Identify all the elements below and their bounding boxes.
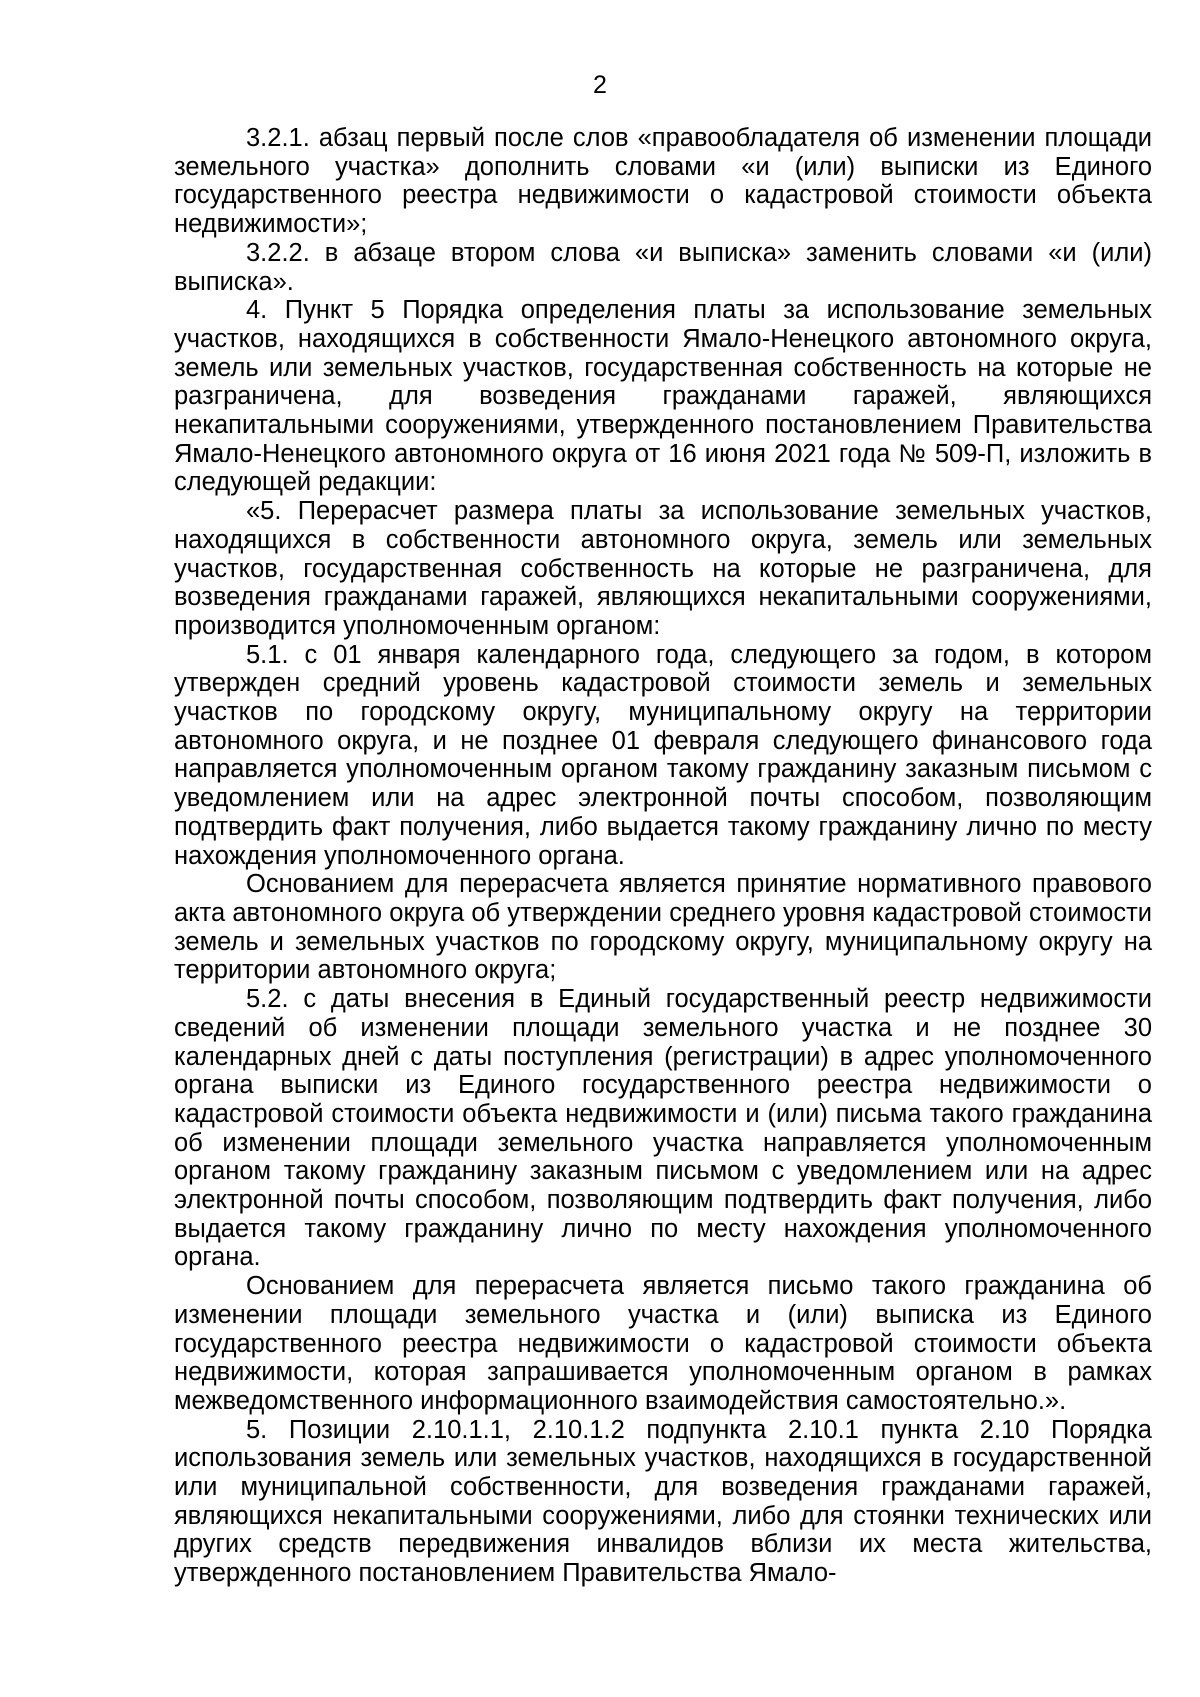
paragraph-5: 5. Позиции 2.10.1.1, 2.10.1.2 подпункта 2.10.1 пункта 2.10 Порядка использования земель или земельных участков, находящихся в государственной или муниципальной собственности, для возведения гражданами гаражей, являющихся некапитальными сооружениями, либо для стоянки технических или других средств передвижения инвалидов вблизи их места жительства, утвержденного постановлением Правительства Ямало- <box>174 1415 1152 1588</box>
page-number: 2 <box>593 71 607 99</box>
paragraph-4: 4. Пункт 5 Порядка определения платы за использование земельных участков, находящихся в собственности Ямало-Ненецкого автономного округа, земель или земельных участков, государственная собственность на которые не разграничена, для возведения гражданами гаражей, являющихся некапитальными сооружениями, утвержденного постановлением Правительства Ямало-Ненецкого автономного округа от 16 июня 2021 года № 509-П, изложить в следующей редакции: <box>174 296 1152 497</box>
paragraph-5-2: 5.2. с даты внесения в Единый государственный реестр недвижимости сведений об изменении площади земельного участка и не позднее 30 календарных дней с даты поступления (регистрации) в адрес уполномоченного органа выписки из Единого государственного реестра недвижимости о кадастровой стоимости объекта недвижимости и (или) письма такого гражданина об изменении площади земельного участка направляется уполномоченным органом такому гражданину заказным письмом с уведомлением или на адрес электронной почты способом, позволяющим подтвердить факт получения, либо выдается такому гражданину лично по месту нахождения уполномоченного органа. <box>174 985 1152 1272</box>
paragraph-3-2-1: 3.2.1. абзац первый после слов «правообладателя об изменении площади земельного участка» дополнить словами «и (или) выписки из Единого государственного реестра недвижимости о кадастровой стоимости объекта недвижимости»; <box>174 124 1152 239</box>
paragraph-5-1: 5.1. с 01 января календарного года, следующего за годом, в котором утвержден средний уровень кадастровой стоимости земель и земельных участков по городскому округу, муниципальному округу на территории автономного округа, и не позднее 01 февраля следующего финансового года направляется уполномоченным органом такому гражданину заказным письмом с уведомлением или на адрес электронной почты способом, позволяющим подтвердить факт получения, либо выдается такому гражданину лично по месту нахождения уполномоченного органа. <box>174 640 1152 870</box>
paragraph-3-2-2: 3.2.2. в абзаце втором слова «и выписка» заменить словами «и (или) выписка». <box>174 238 1152 296</box>
paragraph-5-1-basis: Основанием для перерасчета является принятие нормативного правового акта автономного округа об утверждении среднего уровня кадастровой стоимости земель и земельных участков по городскому округу, муниципальному округу на территории автономного округа; <box>174 870 1152 985</box>
paragraph-5-2-basis: Основанием для перерасчета является письмо такого гражданина об изменении площади земельного участка и (или) выписка из Единого государственного реестра недвижимости о кадастровой стоимости объекта недвижимости, которая запрашивается уполномоченным органом в рамках межведомственного информационного взаимодействия самостоятельно.». <box>174 1272 1152 1415</box>
paragraph-quoted-5: «5. Перерасчет размера платы за использование земельных участков, находящихся в собственности автономного округа, земель или земельных участков, государственная собственность на которые не разграничена, для возведения гражданами гаражей, являющихся некапитальными сооружениями, производится уполномоченным органом: <box>174 497 1152 640</box>
document-body <box>174 124 1152 1588</box>
